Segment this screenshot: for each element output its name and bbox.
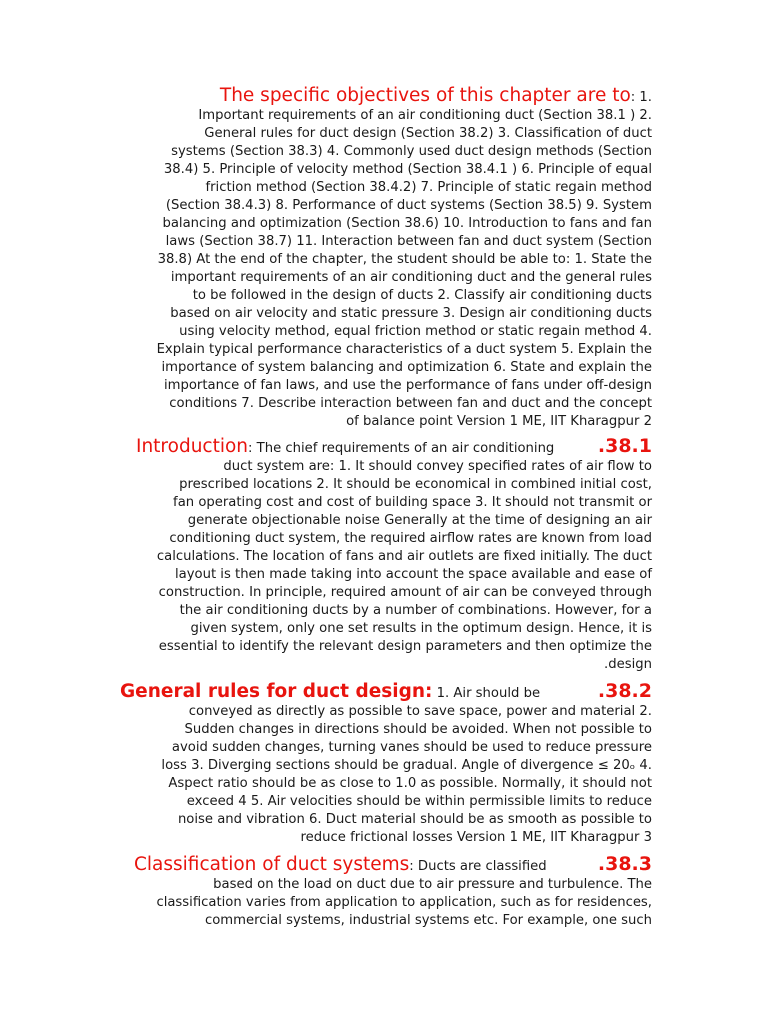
body-line: Aspect ratio should be as close to 1.0 as possible. Normally, it should not <box>168 776 652 791</box>
body-line: prescribed locations 2. It should be economical in combined initial cost, <box>179 477 652 492</box>
body-line: conveyed as directly as possible to save space, power and material 2. <box>188 704 652 719</box>
classification-first-line <box>116 855 652 876</box>
body-line: based on the load on duct due to air pressure and turbulence. The <box>213 877 652 892</box>
body-line: Important requirements of an air conditioning duct (Section 38.1 ) 2. <box>198 108 652 123</box>
body-line: commercial systems, industrial systems etc. For example, one such <box>204 913 652 928</box>
body-line: systems (Section 38.3) 4. Commonly used duct design methods (Section <box>171 144 652 159</box>
body-line: using velocity method, equal friction method or static regain method 4. <box>179 324 652 339</box>
body-line: (Section 38.4.3) 8. Performance of duct systems (Section 38.5) 9. System <box>165 198 652 213</box>
body-line: importance of fan laws, and use the performance of fans under off-design <box>163 378 652 393</box>
body-line: avoid sudden changes, turning vanes should be used to reduce pressure <box>171 740 652 755</box>
body-line: layout is then made taking into account the space available and ease of <box>174 567 652 582</box>
body-line: 38.4) 5. Principle of velocity method (Section 38.4.1 ) 6. Principle of equal <box>163 162 652 177</box>
body-line: reduce frictional losses Version 1 ME, IIT Kharagpur 3 <box>300 830 652 845</box>
general-rules-first-line <box>116 682 652 703</box>
objectives-heading: The specific objectives of this chapter are to <box>219 85 631 106</box>
body-line: based on air velocity and static pressure 3. Design air conditioning ducts <box>170 306 652 321</box>
body-line: balancing and optimization (Section 38.6) 10. Introduction to fans and fan <box>162 216 652 231</box>
body-line: laws (Section 38.7) 11. Interaction between fan and duct system (Section <box>165 234 652 249</box>
body-line: conditions 7. Describe interaction between fan and duct and the concept <box>169 396 652 411</box>
body-line: noise and vibration 6. Duct material should be as smooth as possible to <box>177 812 652 827</box>
body-line: generate objectionable noise Generally at the time of designing an air <box>187 513 652 528</box>
body-line: .design <box>604 657 652 672</box>
section-number-38-1: .38.1 <box>597 435 652 457</box>
body-line: conditioning duct system, the required airflow rates are known from load <box>169 531 652 546</box>
body-line: given system, only one set results in the optimum design. Hence, it is <box>190 621 652 636</box>
body-line: Sudden changes in directions should be avoided. When not possible to <box>184 722 652 737</box>
body-line: important requirements of an air conditioning duct and the general rules <box>170 270 652 285</box>
body-line: exceed 4 5. Air velocities should be within permissible limits to reduce <box>186 794 652 809</box>
general-rules-heading: General rules for duct design: <box>120 681 433 702</box>
document-page <box>116 86 652 930</box>
section-number-38-3: .38.3 <box>597 853 652 875</box>
body-line: fan operating cost and cost of building space 3. It should not transmit or <box>173 495 652 510</box>
body-line: importance of system balancing and optimization 6. State and explain the <box>161 360 652 375</box>
body-line: classification varies from application to application, such as for residences, <box>156 895 652 910</box>
general-rules-section <box>116 682 652 847</box>
body-line: loss 3. Diverging sections should be gradual. Angle of divergence ≤ 20ₒ 4. <box>161 758 652 773</box>
classification-section <box>116 855 652 930</box>
body-line: the air conditioning ducts by a number of combinations. However, for a <box>179 603 652 618</box>
body-line: friction method (Section 38.4.2) 7. Principle of static regain method <box>205 180 652 195</box>
classification-heading-group <box>116 855 547 876</box>
body-line: General rules for duct design (Section 38.2) 3. Classification of duct <box>204 126 652 141</box>
body-line: essential to identify the relevant design parameters and then optimize the <box>158 639 652 654</box>
introduction-section <box>116 437 652 674</box>
objectives-first-tail: : 1. <box>630 90 652 105</box>
body-line: Explain typical performance characteristics of a duct system 5. Explain the <box>156 342 652 357</box>
general-rules-first-tail: 1. Air should be <box>432 686 541 701</box>
body-line: 38.8) At the end of the chapter, the student should be able to: 1. State the <box>157 252 652 267</box>
introduction-heading-group <box>116 437 554 458</box>
body-line: duct system are: 1. It should convey specified rates of air flow to <box>223 459 652 474</box>
introduction-first-tail: : The chief requirements of an air conditioning <box>248 441 555 456</box>
objectives-first-line <box>116 86 652 107</box>
classification-heading: Classification of duct systems <box>134 854 410 875</box>
classification-first-tail: : Ducts are classified <box>409 859 547 874</box>
general-rules-heading-group <box>116 682 540 703</box>
objectives-section <box>116 86 652 431</box>
introduction-first-line <box>116 437 652 458</box>
section-number-38-2: .38.2 <box>597 680 652 702</box>
body-line: construction. In principle, required amount of air can be conveyed through <box>158 585 652 600</box>
body-line: of balance point Version 1 ME, IIT Kharagpur 2 <box>346 414 652 429</box>
body-line: to be followed in the design of ducts 2. Classify air conditioning ducts <box>192 288 652 303</box>
body-line: calculations. The location of fans and air outlets are fixed initially. The duct <box>156 549 652 564</box>
introduction-heading: Introduction <box>136 436 249 457</box>
